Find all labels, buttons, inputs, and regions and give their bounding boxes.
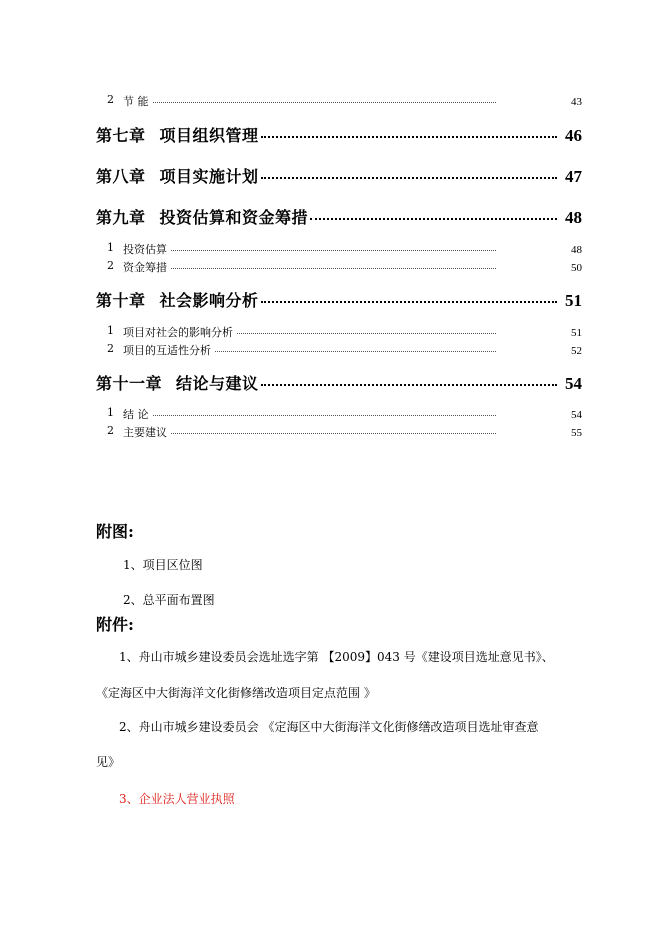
toc-leader-dots: [261, 301, 557, 303]
toc-entry-number: 1: [107, 324, 114, 337]
toc-chapter-page: 54: [565, 374, 582, 393]
toc-entry-page: 55: [571, 427, 582, 439]
toc-leader-dots: [171, 250, 496, 251]
attachment-item-2-line-1: 2、舟山市城乡建设委员会 《定海区中大街海洋文化街修缮改造项目选址审查意: [119, 720, 539, 734]
toc-entry-page: 48: [571, 244, 582, 256]
toc-leader-dots: [261, 136, 557, 138]
toc-leader-dots: [237, 333, 496, 334]
toc-entry[interactable]: [0, 406, 662, 422]
toc-leader-dots: [171, 433, 496, 434]
toc-leader-dots: [153, 102, 497, 103]
toc-entry-number: 2: [107, 342, 114, 355]
toc-entry-title: 结 论: [123, 408, 149, 421]
toc-entry-title: 资金筹措: [123, 261, 167, 274]
attachment-item-1-line-1: 1、舟山市城乡建设委员会选址选字第 【2009】043 号《建设项目选址意见书》、: [119, 650, 554, 664]
toc-leader-dots: [153, 415, 497, 416]
appendix-figure-item: 2、总平面布置图: [123, 593, 215, 607]
toc-chapter[interactable]: [0, 371, 662, 394]
toc-chapter-page: 46: [565, 126, 582, 145]
toc-chapter-page: 51: [565, 291, 582, 310]
toc-chapter-title: 结论与建议: [176, 374, 259, 393]
toc-entry-number: 2: [107, 424, 114, 437]
toc-entry[interactable]: [0, 424, 662, 440]
toc-entry[interactable]: [0, 93, 662, 109]
toc-chapter[interactable]: [0, 205, 662, 228]
appendix-figures-heading: 附图:: [96, 522, 134, 541]
toc-chapter-title: 社会影响分析: [159, 291, 259, 310]
toc-entry-page: 50: [571, 262, 582, 274]
toc-entry-number: 2: [107, 93, 114, 106]
toc-leader-dots: [215, 351, 496, 352]
toc-leader-dots: [261, 384, 557, 386]
toc-chapter-number: 第十一章: [96, 374, 163, 393]
toc-leader-dots: [171, 268, 496, 269]
toc-chapter-page: 47: [565, 167, 582, 186]
appendix-figure-item: 1、项目区位图: [123, 558, 203, 572]
toc-entry[interactable]: [0, 342, 662, 358]
toc-entry-number: 1: [107, 406, 114, 419]
toc-entry-page: 51: [571, 327, 582, 339]
toc-entry-title: 主要建议: [123, 426, 167, 439]
toc-chapter-number: 第十章: [96, 291, 146, 310]
toc-chapter-page: 48: [565, 208, 582, 227]
toc-entry-number: 1: [107, 241, 114, 254]
toc-entry-title: 项目的互适性分析: [123, 344, 211, 357]
toc-chapter-title: 项目实施计划: [159, 167, 259, 186]
attachment-item-1-line-2: 《定海区中大街海洋文化街修缮改造项目定点范围 》: [96, 686, 376, 700]
toc-leader-dots: [261, 177, 557, 179]
toc-entry[interactable]: [0, 324, 662, 340]
toc-chapter[interactable]: [0, 288, 662, 311]
toc-chapter-number: 第九章: [96, 208, 146, 227]
toc-chapter-title: 投资估算和资金筹措: [159, 208, 309, 227]
toc-chapter[interactable]: [0, 164, 662, 187]
toc-entry-number: 2: [107, 259, 114, 272]
toc-chapter[interactable]: [0, 123, 662, 146]
toc-entry[interactable]: [0, 259, 662, 275]
toc-entry-title: 项目对社会的影响分析: [123, 326, 233, 339]
toc-chapter-number: 第八章: [96, 167, 146, 186]
toc-entry[interactable]: [0, 241, 662, 257]
toc-entry-page: 52: [571, 345, 582, 357]
toc-chapter-number: 第七章: [96, 126, 146, 145]
attachment-item-3: 3、企业法人营业执照: [119, 792, 235, 806]
attachments-heading: 附件:: [96, 615, 134, 634]
attachment-item-2-line-2: 见》: [96, 755, 121, 769]
toc-entry-title: 投资估算: [123, 243, 167, 256]
toc-entry-title: 节 能: [123, 95, 149, 108]
toc-leader-dots: [310, 218, 557, 220]
toc-entry-page: 43: [571, 96, 582, 108]
toc-chapter-title: 项目组织管理: [159, 126, 259, 145]
toc-entry-page: 54: [571, 409, 582, 421]
